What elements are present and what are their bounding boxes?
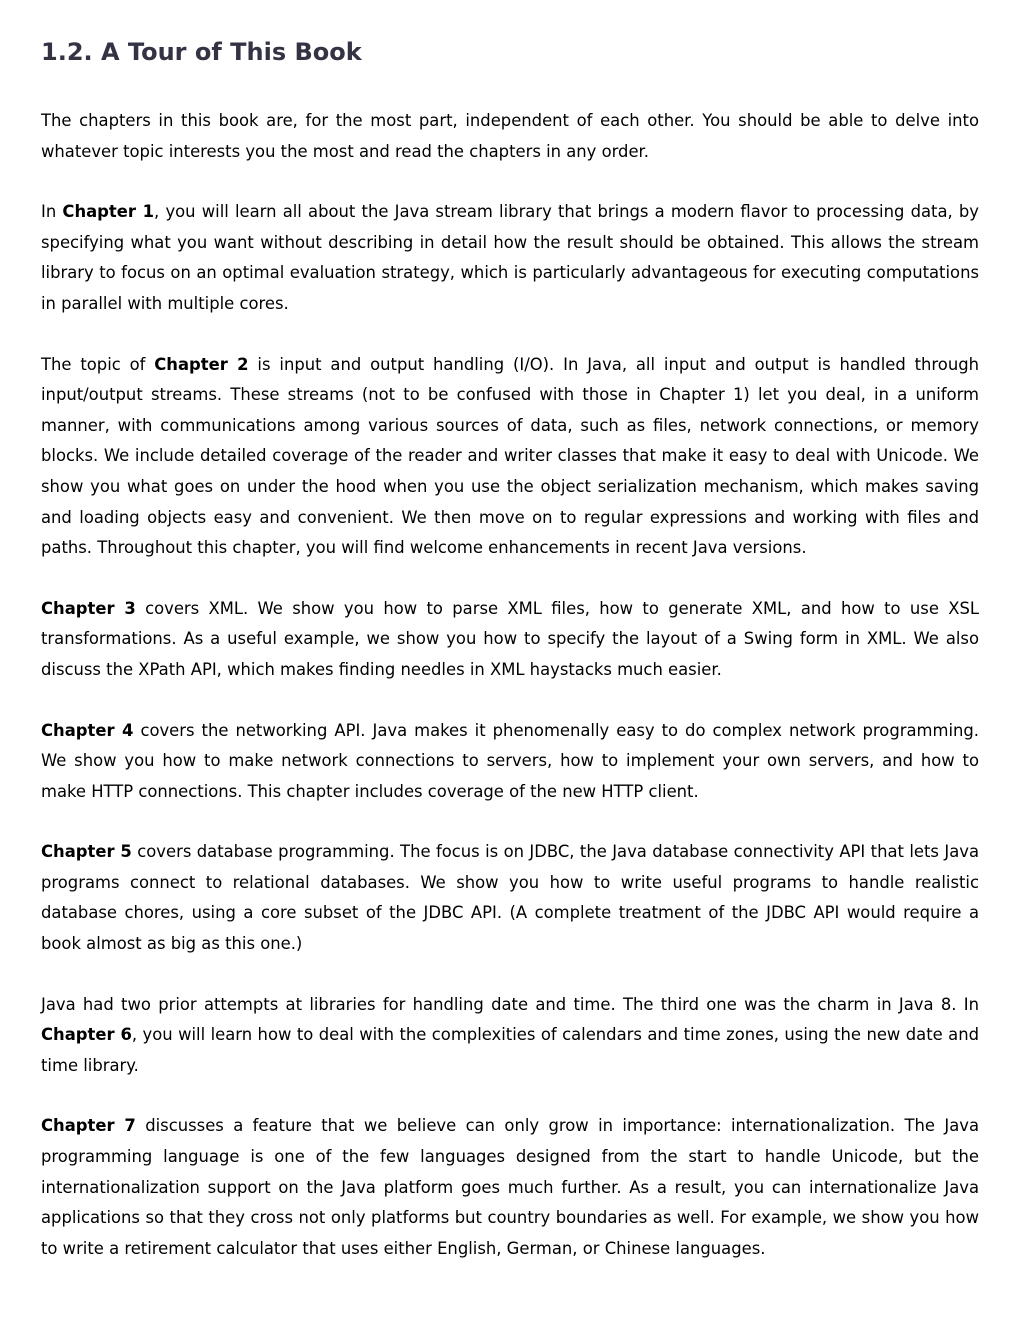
chapter-2-paragraph bbox=[41, 350, 979, 564]
chapter-1-text: , you will learn all about the Java stream library that brings a modern flavor to processing data, by specifying what you want without describing in detail how the result should be obtained. This allows the stream library to focus on an optimal evaluation strategy, which is particularly advantageous for executing computations in parallel with multiple cores. bbox=[41, 202, 980, 313]
chapter-1-pre: In bbox=[41, 202, 63, 222]
chapter-3-text: covers XML. We show you how to parse XML files, how to generate XML, and how to use XSL transformations. As a useful example, we show you how to specify the layout of a Swing form in XML. We also discuss the XPath API, which makes finding needles in XML haystacks much easier. bbox=[41, 598, 980, 679]
chapter-5-label: Chapter 5 bbox=[41, 842, 132, 862]
chapter-7-label: Chapter 7 bbox=[41, 1116, 136, 1136]
chapter-7-text: discusses a feature that we believe can only grow in importance: internationalization. The Java programming language is one of the few languages designed from the start to handle Unicode, but the internationalization support on the Java platform goes much further. As a result, you can internationalize Java applications so that they cross not only platforms but country boundaries as well. For example, we show you how to write a retirement calculator that uses either English, German, or Chinese languages. bbox=[41, 1116, 980, 1258]
chapter-4-paragraph bbox=[41, 716, 979, 808]
chapter-2-pre: The topic of bbox=[41, 354, 155, 374]
chapter-6-paragraph bbox=[41, 990, 979, 1082]
chapter-3-label: Chapter 3 bbox=[41, 598, 136, 618]
chapter-2-text: is input and output handling (I/O). In Java, all input and output is handled through input/output streams. These streams (not to be confused with those in Chapter 1) let you deal, in a uniform manner, with communications among various sources of data, such as files, network connections, or memory blocks. We include detailed coverage of the reader and writer classes that make it easy to deal with Unicode. We show you what goes on under the hood when you use the object serialization mechanism, which makes saving and loading objects easy and convenient. We then move on to regular expressions and working with files and paths. Throughout this chapter, you will find welcome enhancements in recent Java versions. bbox=[41, 354, 979, 558]
chapter-4-text: covers the networking API. Java makes it phenomenally easy to do complex network programming. We show you how to make network connections to servers, how to implement your own servers, and how to make HTTP connections. This chapter includes coverage of the new HTTP client. bbox=[41, 720, 980, 801]
intro-paragraph bbox=[41, 106, 979, 167]
chapter-4-label: Chapter 4 bbox=[41, 720, 134, 740]
chapter-2-label: Chapter 2 bbox=[154, 354, 249, 374]
chapter-5-paragraph bbox=[41, 837, 979, 959]
chapter-1-label: Chapter 1 bbox=[62, 202, 155, 222]
chapter-6-pre: Java had two prior attempts at libraries for handling date and time. The third one was the charm in Java 8. In bbox=[41, 994, 979, 1014]
intro-text: The chapters in this book are, for the most part, independent of each other. You should be able to delve into whatever topic interests you the most and read the chapters in any order. bbox=[41, 111, 979, 161]
chapter-3-paragraph bbox=[41, 594, 979, 686]
chapter-6-text: , you will learn how to deal with the complexities of calendars and time zones, using the new date and time library. bbox=[41, 1025, 980, 1075]
section-heading: 1.2. A Tour of This Book bbox=[41, 38, 362, 66]
chapter-1-paragraph bbox=[41, 197, 979, 319]
chapter-7-paragraph bbox=[41, 1111, 979, 1264]
chapter-6-label: Chapter 6 bbox=[41, 1025, 132, 1045]
chapter-5-text: covers database programming. The focus is on JDBC, the Java database connectivity API that lets Java programs connect to relational databases. We show you how to write useful programs to handle realistic database chores, using a core subset of the JDBC API. (A complete treatment of the JDBC API would require a book almost as big as this one.) bbox=[41, 842, 980, 954]
